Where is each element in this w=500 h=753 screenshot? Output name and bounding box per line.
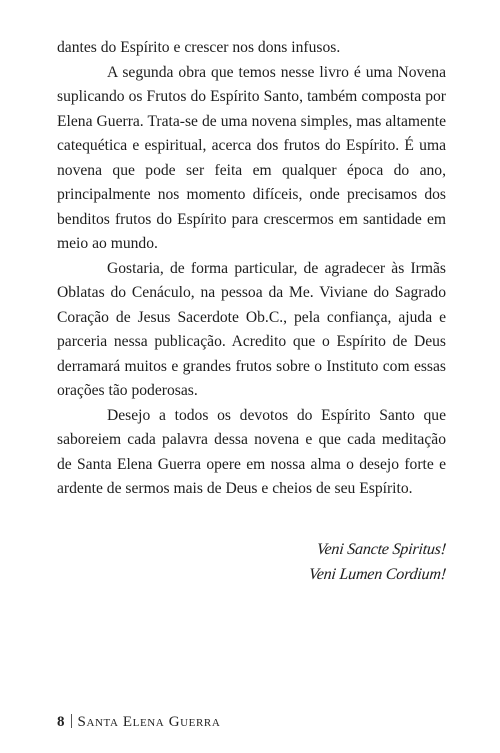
paragraph-acknowledgement: Gostaria, de forma particular, de agradecer às Irmãs Oblatas do Cenáculo, na pessoa da Me. Viviane do Sagrado Coração de Jesus Sacerdote Ob.C., pela confiança, ajuda e parceria nessa publicação. Acredito que o Espírito de Deus derramará muitos e grandes frutos sobre o Instituto com essas orações tão poderosas.: [57, 259, 446, 399]
paragraph-wish: Desejo a todos os devotos do Espírito Santo que saboreiem cada palavra dessa novena e que cada meditação de Santa Elena Guerra opere em nossa alma o desejo forte e ardente de sermos mais de Deus e cheios de seu Espírito.: [57, 406, 446, 497]
page-number: 8: [57, 714, 65, 730]
signoff-line-1: Veni Sancte Spiritus!: [315, 541, 447, 558]
footer-divider: [71, 714, 72, 728]
signoff: [309, 537, 446, 587]
signoff-line-2: Veni Lumen Cordium!: [308, 566, 447, 583]
running-title: Santa Elena Guerra: [77, 714, 221, 730]
paragraph-continued: dantes do Espírito e crescer nos dons infusos.: [57, 39, 341, 56]
page-footer: [57, 714, 220, 731]
paragraph-novena: A segunda obra que temos nesse livro é uma Novena suplicando os Frutos do Espírito Santo, também composta por Elena Guerra. Trata-se de uma novena simples, mas altamente catequética e espiritual, acerca dos frutos do Espírito. É uma novena que pode ser feita em qualquer época do ano, principalmente nos momento difíceis, onde precisamos dos benditos frutos do Espírito para crescermos em santidade em meio ao mundo.: [57, 63, 446, 252]
page-body: [57, 36, 446, 502]
